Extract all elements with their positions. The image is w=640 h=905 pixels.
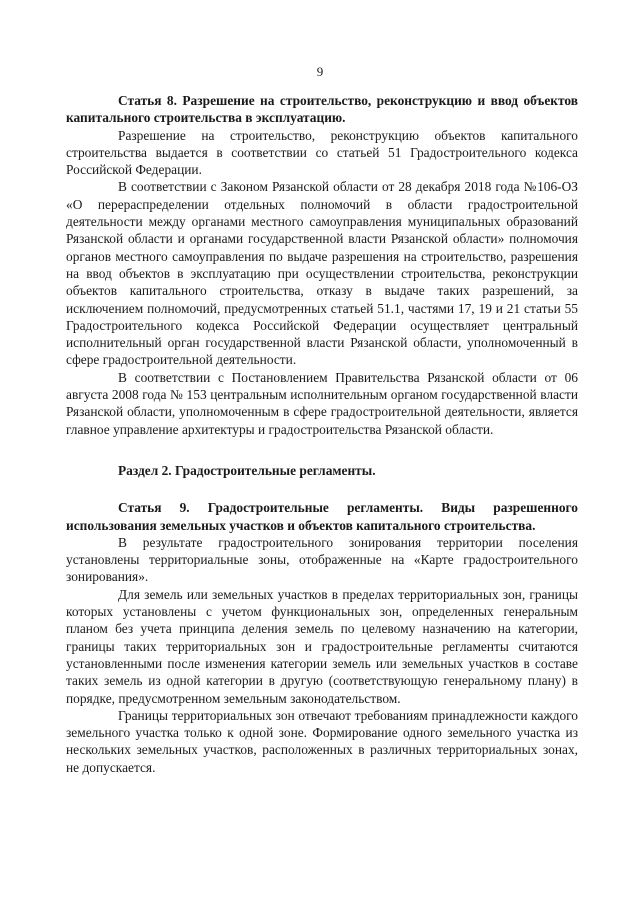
article-8-paragraph-3: В соответствии с Постановлением Правительства Рязанской области от 06 августа 2008 года № 153 центральным исполнительным органом государственной власти Рязанской области, уполномоченным в сфере градостроительной деятельности, является главное управление архитектуры и градостроительства Рязанской области. — [66, 369, 578, 437]
article-8-paragraph-2: В соответствии с Законом Рязанской области от 28 декабря 2018 года №106-ОЗ «О перераспределении отдельных полномочий в области градостроительной деятельности между органами местного самоуправления муниципальных образований Рязанской области и органами государственной власти Рязанской области» полномочия органов местного самоуправления по выдаче разрешения на строительство, разрешения на ввод объектов в эксплуатацию при осуществлении строительства, реконструкции объектов капитального строительства, отказу в выдаче таких разрешений, за исключением полномочий, предусмотренных статьей 51.1, частями 17, 19 и 21 статьи 55 Градостроительного кодекса Российской Федерации осуществляет центральный исполнительный орган государственной власти Рязанской области, уполномоченный в сфере градостроительной деятельности. — [66, 179, 578, 368]
page-number: 9 — [316, 64, 324, 79]
article-9-paragraph-3: Границы территориальных зон отвечают требованиям принадлежности каждого земельного участка только к одной зоне. Формирование одного земельного участка из нескольких земельных участков, расположенных в различных территориальных зонах, не допускается. — [66, 707, 578, 775]
article-9-paragraph-2: Для земель или земельных участков в пределах территориальных зон, границы которых установлены с учетом функциональных зон, определенных генеральным планом без учета принципа деления земель по целевому назначению на категории, границы таких территориальных зон и градостроительные регламенты считаются установленными после изменения категории земель или земельных участков в составе таких земель из одной категории в другую (соответствующую генеральному плану) в порядке, предусмотренном земельным законодательством. — [66, 586, 578, 706]
article-8-paragraph-1: Разрешение на строительство, реконструкцию объектов капитального строительства выдается в соответствии со статьей 51 Градостроительного кодекса Российской Федерации. — [66, 127, 578, 178]
article-8-heading: Статья 8. Разрешение на строительство, реконструкцию и ввод объектов капитального строительства в эксплуатацию. — [66, 93, 578, 126]
article-9-paragraph-1: В результате градостроительного зонирования территории поселения установлены территориальные зоны, отображенные на «Карте градостроительного зонирования». — [66, 534, 578, 585]
section-2-heading: Раздел 2. Градостроительные регламенты. — [118, 462, 376, 478]
article-9-heading: Статья 9. Градостроительные регламенты. Виды разрешенного использования земельных участков и объектов капитального строительства. — [66, 500, 578, 533]
page-content — [66, 92, 578, 776]
